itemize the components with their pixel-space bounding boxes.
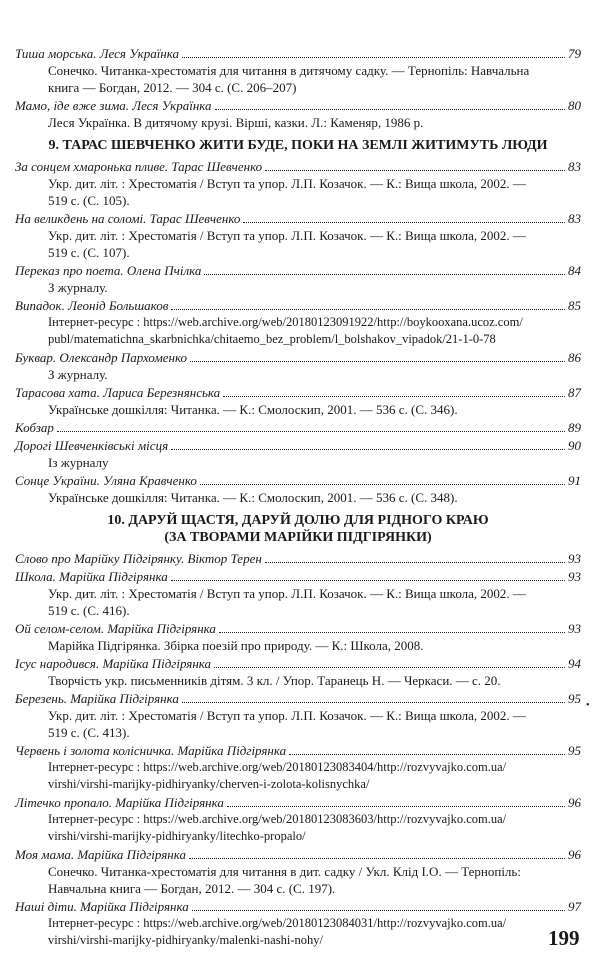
entry-page-number: 93	[568, 569, 581, 584]
entry-page-number: 80	[568, 98, 581, 113]
toc-entry-head[interactable]	[15, 349, 581, 366]
entry-source-line: Інтернет-ресурс : https://web.archive.org/web/20180123083603/http://rozvyvajko.com.ua/	[48, 812, 507, 826]
dot-leader	[214, 666, 565, 668]
entry-title[interactable]: Наші діти. Марійка Підгірянка	[15, 899, 189, 914]
toc-entry	[15, 550, 581, 567]
entry-page-number: 94	[568, 656, 581, 671]
toc-entry-head[interactable]	[15, 419, 581, 436]
toc-entry-head[interactable]	[15, 384, 581, 401]
toc-entry	[15, 297, 581, 348]
entry-page-number: 93	[568, 621, 581, 636]
dot-leader	[289, 753, 565, 755]
toc-entry-head[interactable]	[15, 620, 581, 637]
toc-entry	[15, 620, 581, 654]
entry-source-line: virshi/virshi-marijky-pidhiryanky/cherven-i-zolota-kolisnychka/	[48, 777, 370, 791]
entry-page-number: 97	[568, 899, 581, 914]
entry-title[interactable]: Ой селом-селом. Марійка Підгірянка	[15, 621, 216, 636]
dot-leader	[243, 221, 565, 223]
entry-title[interactable]: Слово про Марійку Підгірянку. Віктор Терен	[15, 551, 262, 566]
entries-block-b	[15, 158, 581, 506]
entry-source-line: Укр. дит. літ. : Хрестоматія / Вступ та упор. Л.П. Козачок. — К.: Вища школа, 2002. —	[48, 228, 526, 243]
dot-leader	[227, 805, 565, 807]
toc-entry-head[interactable]	[15, 690, 581, 707]
toc-entry-head[interactable]	[15, 568, 581, 585]
entry-title[interactable]: Мамо, іде вже зима. Леся Українка	[15, 98, 212, 113]
dot-leader	[182, 56, 565, 58]
entry-source-line: Сонечко. Читанка-хрестоматія для читання в дитячому садку. — Тернопіль: Навчальна книга — Богдан, 2012. — 304 с. (С. 206–207)	[48, 63, 530, 95]
entry-title[interactable]: Червень і золота колісничка. Марійка Підгірянка	[15, 743, 287, 758]
toc-entry	[15, 742, 581, 793]
toc-entry	[15, 45, 581, 96]
toc-entry	[15, 349, 581, 383]
entry-source-line: virshi/virshi-marijky-pidhiryanky/litechko-propalo/	[48, 829, 306, 843]
dot-leader	[219, 631, 565, 633]
page-number: 199	[548, 926, 580, 950]
contents-page	[15, 45, 581, 950]
entry-page-number: 83	[568, 159, 581, 174]
entry-title[interactable]: На великдень на соломі. Тарас Шевченко	[15, 211, 241, 226]
dot-leader	[189, 857, 565, 859]
entry-page-number: 91	[568, 473, 581, 488]
dot-leader	[190, 360, 565, 362]
entry-page-number: 86	[568, 350, 581, 365]
toc-entry	[15, 384, 581, 418]
entry-page-number: 79	[568, 46, 581, 61]
entry-source-line: Марійка Підгірянка. Збірка поезій про природу. — К.: Школа, 2008.	[48, 638, 424, 653]
toc-entry	[15, 97, 581, 131]
entry-page-number: 83	[568, 211, 581, 226]
entries-block-a	[15, 45, 581, 131]
toc-entry	[15, 472, 581, 506]
toc-entry	[15, 794, 581, 845]
section-heading-line: (ЗА ТВОРАМИ МАРІЙКИ ПІДГІРЯНКИ)	[164, 530, 432, 545]
toc-entry	[15, 158, 581, 209]
entry-source-line: 519 с. (С. 105).	[48, 193, 130, 208]
entry-title[interactable]: Моя мама. Марійка Підгірянка	[15, 847, 186, 862]
entry-title[interactable]: Тиша морська. Леся Українка	[15, 46, 180, 61]
dot-leader	[171, 308, 565, 310]
entry-source-line: Сонечко. Читанка-хрестоматія для читання в дит. садку / Укл. Клід І.О. — Тернопіль:	[48, 864, 521, 879]
entry-source-line: Інтернет-ресурс : https://web.archive.org/web/20180123083404/http://rozvyvajko.com.ua/	[48, 760, 507, 774]
toc-entry-head[interactable]	[15, 210, 581, 227]
toc-entry-head[interactable]	[15, 437, 581, 454]
entry-source-line: Із журналу	[48, 455, 109, 470]
entry-page-number: 96	[568, 847, 581, 862]
dot-leader	[265, 561, 565, 563]
entry-source-line: Леся Українка. В дитячому крузі. Вірші, казки. Л.: Каменяр, 1986 р.	[48, 115, 424, 130]
entry-source-line: З журналу.	[48, 280, 108, 295]
toc-entry-head[interactable]	[15, 472, 581, 489]
dot-leader	[171, 448, 565, 450]
toc-entry-head[interactable]	[15, 794, 581, 811]
entry-page-number: 95	[568, 743, 581, 758]
dot-leader	[223, 395, 565, 397]
entry-page-number: 85	[568, 298, 581, 313]
entry-page-number: 96	[568, 795, 581, 810]
dot-leader	[215, 108, 565, 110]
entry-source-line: 519 с. (С. 413).	[48, 725, 130, 740]
entry-source-line: Укр. дит. літ. : Хрестоматія / Вступ та упор. Л.П. Козачок. — К.: Вища школа, 2002. —	[48, 176, 526, 191]
toc-entry	[15, 655, 581, 689]
entry-title[interactable]: Випадок. Леонід Большаков	[15, 298, 169, 313]
entries-block-c	[15, 550, 581, 949]
toc-entry-head[interactable]	[15, 262, 581, 279]
entry-title[interactable]: За сонцем хмаронька пливе. Тарас Шевченко	[15, 159, 263, 174]
section-heading-10	[15, 512, 581, 546]
entry-title[interactable]: Дорогі Шевченківські місця	[15, 438, 169, 453]
entry-page-number: 89	[568, 420, 581, 435]
entry-source-line: Укр. дит. літ. : Хрестоматія / Вступ та упор. Л.П. Козачок. — К.: Вища школа, 2002. —	[48, 586, 526, 601]
entry-page-number: 87	[568, 385, 581, 400]
toc-entry	[15, 568, 581, 619]
entry-source-line: Інтернет-ресурс : https://web.archive.org/web/20180123084031/http://rozvyvajko.com.ua/	[48, 916, 507, 930]
dot-leader	[171, 579, 565, 581]
entry-source-line: Інтернет-ресурс : https://web.archive.org/web/20180123091922/http://boykooxana.ucoz.com/	[48, 315, 523, 329]
entry-title[interactable]: Березень. Марійка Підгірянка	[15, 691, 179, 706]
entry-source-line: Творчість укр. письменників дітям. 3 кл. / Упор. Таранець Н. — Черкаси. — с. 20.	[48, 673, 501, 688]
entry-title[interactable]: Буквар. Олександр Пархоменко	[15, 350, 188, 365]
entry-source-line: 519 с. (С. 107).	[48, 245, 130, 260]
entry-title[interactable]: Школа. Марійка Підгірянка	[15, 569, 168, 584]
section-heading-line: 9. ТАРАС ШЕВЧЕНКО ЖИТИ БУДЕ, ПОКИ НА ЗЕМЛІ ЖИТИМУТЬ ЛЮДИ	[48, 138, 548, 153]
toc-entry-head[interactable]	[15, 297, 581, 314]
entry-page-number: 84	[568, 263, 581, 278]
entry-title[interactable]: Кобзар	[15, 420, 54, 435]
entry-title[interactable]: Переказ про поета. Олена Пчілка	[15, 263, 202, 278]
entry-source-line: virshi/virshi-marijky-pidhiryanky/malenki-nashi-nohy/	[48, 933, 323, 947]
entry-source-line: 519 с. (С. 416).	[48, 603, 130, 618]
entry-source-line: Українське дошкілля: Читанка. — К.: Смолоскип, 2001. — 536 с. (С. 346).	[48, 402, 458, 417]
dot-leader	[182, 701, 565, 703]
entry-source-line: З журналу.	[48, 367, 108, 382]
toc-entry-head[interactable]	[15, 550, 581, 567]
entry-source-line: Укр. дит. літ. : Хрестоматія / Вступ та упор. Л.П. Козачок. — К.: Вища школа, 2002. —	[48, 708, 526, 723]
entry-page-number: 95	[568, 691, 581, 706]
dot-leader	[204, 273, 565, 275]
entry-source-line: Навчальна книга — Богдан, 2012. — 304 с. (С. 197).	[48, 881, 336, 896]
toc-entry	[15, 846, 581, 897]
entry-source-line: Українське дошкілля: Читанка. — К.: Смолоскип, 2001. — 536 с. (С. 348).	[48, 490, 458, 505]
toc-entry-head[interactable]	[15, 97, 581, 114]
toc-entry	[15, 690, 581, 741]
toc-entry-head[interactable]	[15, 655, 581, 672]
entry-page-number: 90	[568, 438, 581, 453]
entry-title[interactable]: Сонце України. Уляна Кравченко	[15, 473, 197, 488]
toc-entry-head[interactable]	[15, 898, 581, 915]
toc-entry	[15, 262, 581, 296]
entry-title[interactable]: Тарасова хата. Лариса Березнянська	[15, 385, 221, 400]
toc-entry	[15, 210, 581, 261]
toc-entry	[15, 419, 581, 436]
entry-title[interactable]: Ісус народився. Марійка Підгірянка	[15, 656, 212, 671]
dot-leader	[200, 483, 565, 485]
dot-leader	[265, 169, 565, 171]
toc-entry	[15, 898, 581, 949]
stray-dot-mark: •	[586, 700, 590, 711]
entry-title[interactable]: Літечко пропало. Марійка Підгірянка	[15, 795, 224, 810]
dot-leader	[192, 909, 565, 911]
toc-entry-head[interactable]	[15, 742, 581, 759]
entry-page-number: 93	[568, 551, 581, 566]
section-heading-line: 10. ДАРУЙ ЩАСТЯ, ДАРУЙ ДОЛЮ ДЛЯ РІДНОГО КРАЮ	[107, 513, 489, 528]
toc-entry-head[interactable]	[15, 846, 581, 863]
dot-leader	[57, 430, 565, 432]
toc-entry	[15, 437, 581, 471]
entry-source-line: publ/matematichna_skarbnichka/chitaemo_bez_problem/l_bolshakov_vipadok/21-1-0-78	[48, 332, 496, 346]
toc-entry-head[interactable]	[15, 158, 581, 175]
section-heading-9	[15, 137, 581, 154]
toc-entry-head[interactable]	[15, 45, 581, 62]
